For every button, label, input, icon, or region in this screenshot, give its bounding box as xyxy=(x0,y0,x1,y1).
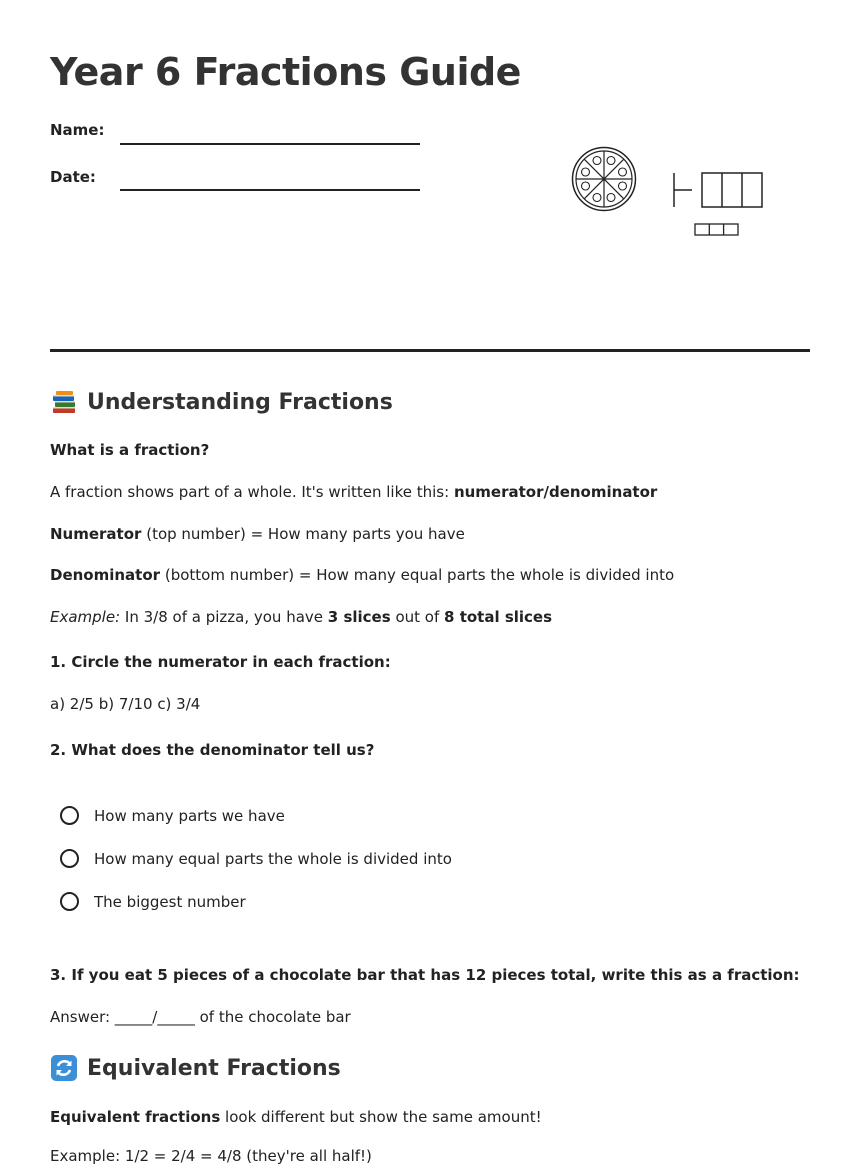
denominator-desc: (bottom number) = How many equal parts the whole is divided into xyxy=(164,566,675,584)
numerator-desc: (top number) = How many parts you have xyxy=(146,525,465,543)
radio-button[interactable] xyxy=(60,892,79,911)
intro-paragraph xyxy=(50,483,657,501)
denominator-term: Denominator xyxy=(50,566,161,584)
intro-bold: numerator/denominator xyxy=(453,483,658,501)
date-field[interactable] xyxy=(120,189,420,191)
example-text-1: In 3/8 of a pizza, you have xyxy=(124,608,324,626)
numerator-term: Numerator xyxy=(50,525,142,543)
section-heading-equivalent xyxy=(50,1054,341,1082)
question-2-option-2[interactable] xyxy=(60,849,452,868)
equivalent-desc: look different but show the same amount! xyxy=(225,1108,542,1126)
denominator-definition xyxy=(50,566,674,584)
example-bold-1: 3 slices xyxy=(327,608,391,626)
question-3-answer[interactable]: Answer: _____/_____ of the chocolate bar xyxy=(50,1008,351,1026)
question-2: 2. What does the denominator tell us? xyxy=(50,741,375,759)
equivalent-term: Equivalent fractions xyxy=(50,1108,221,1126)
section-heading-text: Understanding Fractions xyxy=(87,389,393,415)
example-label: Example: xyxy=(50,608,121,626)
question-1-items: a) 2/5 b) 7/10 c) 3/4 xyxy=(50,695,201,713)
question-3: 3. If you eat 5 pieces of a chocolate bar that has 12 pieces total, write this as a fraction: xyxy=(50,966,800,984)
example-bold-2: 8 total slices xyxy=(444,608,553,626)
option-label: The biggest number xyxy=(94,892,246,911)
option-label: How many equal parts the whole is divided into xyxy=(94,849,452,868)
section-heading-understanding xyxy=(50,388,393,416)
header-divider xyxy=(50,349,810,352)
what-is-fraction-heading: What is a fraction? xyxy=(50,441,210,459)
section-heading-text: Equivalent Fractions xyxy=(87,1055,341,1081)
pizza-example xyxy=(50,608,552,626)
pizza-illustration xyxy=(571,146,637,212)
radio-button[interactable] xyxy=(60,849,79,868)
fraction-bar-illustration xyxy=(670,170,770,240)
date-label: Date: xyxy=(50,168,96,186)
name-label: Name: xyxy=(50,121,105,139)
equivalent-example: Example: 1/2 = 2/4 = 4/8 (they're all half!) xyxy=(50,1147,372,1165)
books-icon xyxy=(50,388,78,416)
equivalent-definition xyxy=(50,1108,542,1126)
refresh-arrows-icon xyxy=(50,1054,78,1082)
intro-text: A fraction shows part of a whole. It's written like this: xyxy=(50,483,450,501)
name-field[interactable] xyxy=(120,143,420,145)
numerator-definition xyxy=(50,525,465,543)
option-label: How many parts we have xyxy=(94,806,285,825)
example-text-2: out of xyxy=(395,608,440,626)
question-1: 1. Circle the numerator in each fraction: xyxy=(50,653,391,671)
radio-button[interactable] xyxy=(60,806,79,825)
page-title: Year 6 Fractions Guide xyxy=(50,50,521,94)
question-2-option-1[interactable] xyxy=(60,806,285,825)
question-2-option-3[interactable] xyxy=(60,892,246,911)
